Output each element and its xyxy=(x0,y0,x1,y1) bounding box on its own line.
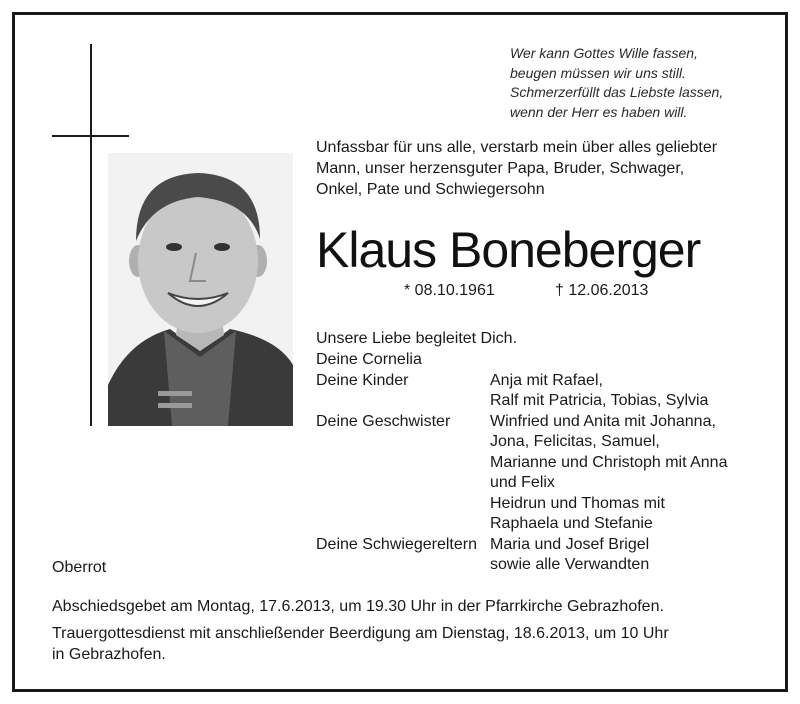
intro-line: Mann, unser herzensguter Papa, Bruder, Schwager, xyxy=(316,160,685,177)
intro-line: Unfassbar für uns alle, verstarb mein über alles geliebter xyxy=(316,139,718,156)
mourner-name-line: Marianne und Christoph mit Anna xyxy=(490,453,728,471)
mourner-name-line: Raphaela und Stefanie xyxy=(490,515,653,532)
verse-line: wenn der Herr es haben will. xyxy=(510,103,688,120)
intro-line: Onkel, Pate und Schwiegersohn xyxy=(316,181,545,198)
mourner-name-line: Jona, Felicitas, Samuel, xyxy=(490,433,660,450)
mourner-name-line: Maria und Josef Brigel xyxy=(490,535,650,553)
mourner-name-line: Ralf mit Patricia, Tobias, Sylvia xyxy=(490,392,709,409)
place-name: Oberrot xyxy=(52,559,107,576)
verse-line: beugen müssen wir uns still. xyxy=(510,64,686,81)
mourner-group xyxy=(316,350,766,371)
portrait-photo xyxy=(108,153,293,426)
birth-date: * 08.10.1961 xyxy=(404,282,495,299)
mourner-name-line: sowie alle Verwandten xyxy=(490,556,650,573)
intro-text xyxy=(316,137,717,200)
mourners-list xyxy=(316,350,766,576)
funeral-service-line: Trauergottesdienst mit anschließender Beerdigung am Dienstag, 18.6.2013, um 10 Uhr xyxy=(52,625,669,642)
funeral-service-line: in Gebrazhofen. xyxy=(52,645,166,663)
mourner-group xyxy=(316,412,766,535)
mourner-label: Deine Cornelia xyxy=(316,351,422,368)
mourner-label: Deine Kinder xyxy=(316,371,409,389)
mourner-name-line: Winfried und Anita mit Johanna, xyxy=(490,412,716,430)
mourner-label: Deine Geschwister xyxy=(316,412,451,430)
cross-icon-horizontal xyxy=(52,135,129,137)
verse-line: Schmerzerfüllt das Liebste lassen, xyxy=(510,84,724,100)
mourner-group xyxy=(316,371,766,412)
mourner-name-line: Heidrun und Thomas mit xyxy=(490,494,665,512)
cross-icon-vertical xyxy=(90,44,92,426)
love-line: Unsere Liebe begleitet Dich. xyxy=(316,330,518,347)
death-date: † 12.06.2013 xyxy=(555,282,649,299)
deceased-name: Klaus Boneberger xyxy=(316,222,701,278)
mourner-group xyxy=(316,535,766,576)
funeral-service-info xyxy=(52,624,669,665)
mourner-name-line: Anja mit Rafael, xyxy=(490,371,603,389)
verse-block xyxy=(510,44,723,122)
mourner-label: Deine Schwiegereltern xyxy=(316,535,477,553)
mourner-name-line: und Felix xyxy=(490,474,555,491)
verse-line: Wer kann Gottes Wille fassen, xyxy=(510,45,698,61)
farewell-prayer-info: Abschiedsgebet am Montag, 17.6.2013, um 19.30 Uhr in der Pfarrkirche Gebrazhofen. xyxy=(52,598,664,615)
